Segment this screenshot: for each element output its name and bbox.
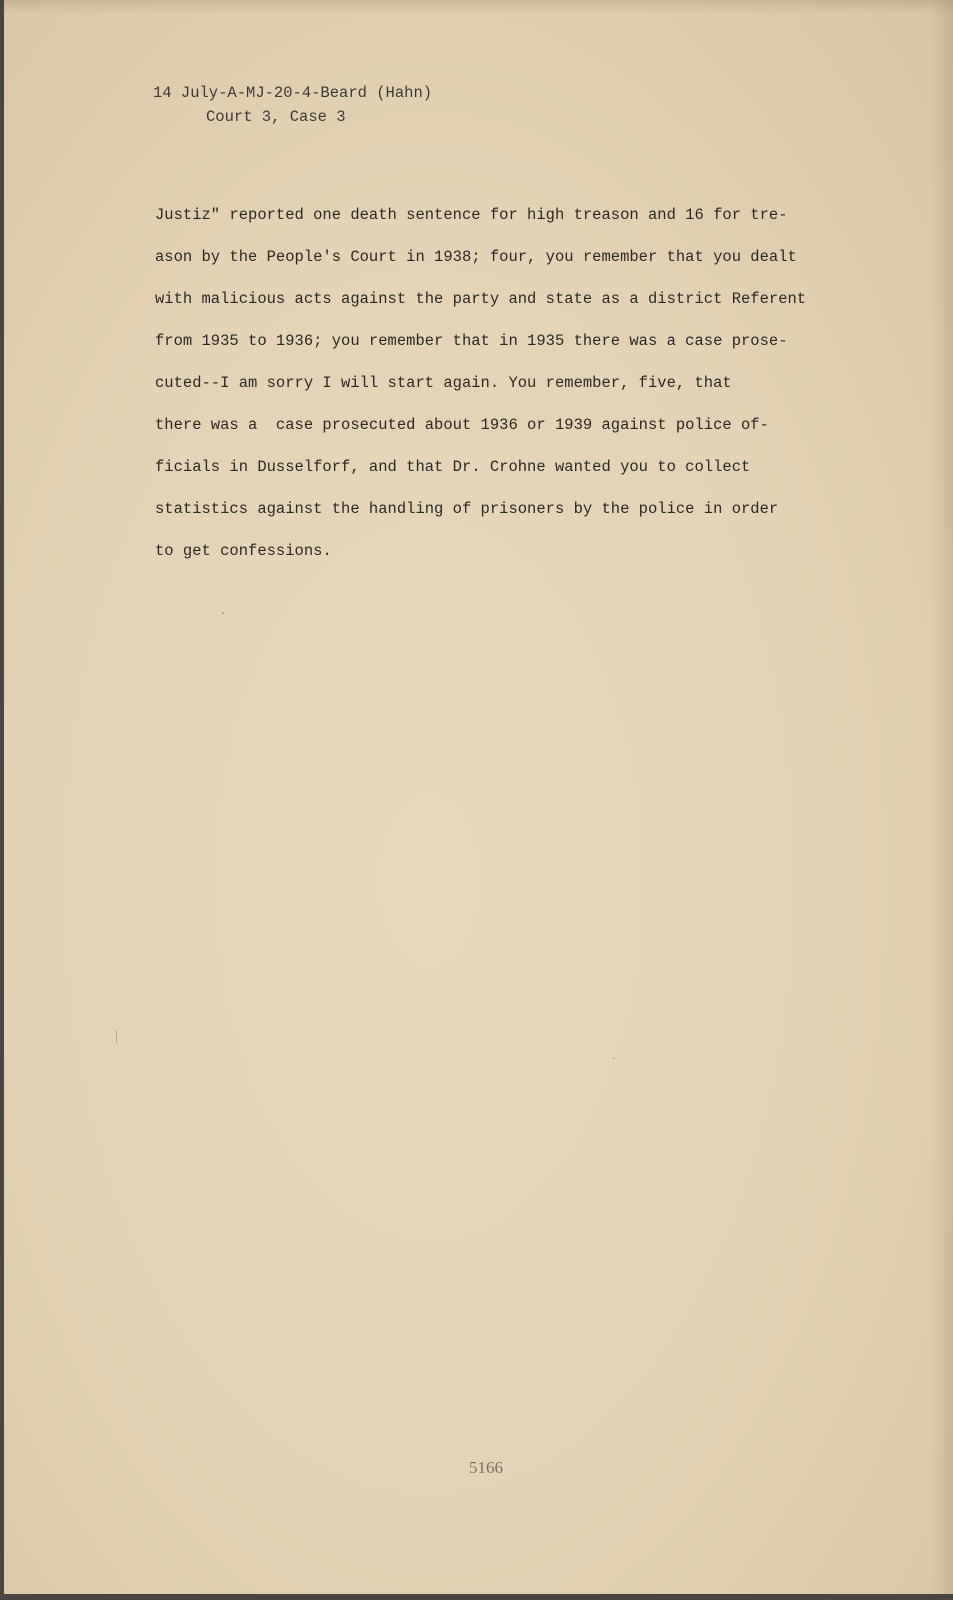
transcript-line: to get confessions. (155, 542, 332, 560)
page-number: 5166 (469, 1458, 503, 1477)
transcript-line: cuted--I am sorry I will start again. You remember, five, that (155, 374, 732, 392)
transcript-line: statistics against the handling of prisoners by the police in order (155, 500, 779, 518)
paper-mark (116, 1030, 117, 1043)
document-header (153, 81, 432, 129)
page-shadow-top (0, 0, 953, 14)
header-reference: 14 July-A-MJ-20-4-Beard (Hahn) (153, 84, 433, 102)
scan-border-bottom (0, 1594, 953, 1600)
scan-border-left (0, 0, 4, 1600)
transcript-line: from 1935 to 1936; you remember that in 1935 there was a case prose- (155, 332, 788, 350)
paper-mark (612, 1058, 615, 1059)
page-shadow-right (931, 0, 953, 1600)
header-court-case: Court 3, Case 3 (206, 108, 346, 126)
paper-mark (222, 612, 224, 614)
transcript-line: ason by the People's Court in 1938; four, you remember that you dealt (155, 248, 797, 266)
transcript-line: ficials in Dusselforf, and that Dr. Crohne wanted you to collect (155, 458, 751, 476)
transcript-line: there was a case prosecuted about 1936 or 1939 against police of- (155, 416, 769, 434)
transcript-line: with malicious acts against the party and state as a district Referent (155, 290, 807, 308)
transcript-line: Justiz" reported one death sentence for high treason and 16 for tre- (155, 206, 788, 224)
transcript-body (155, 200, 875, 578)
